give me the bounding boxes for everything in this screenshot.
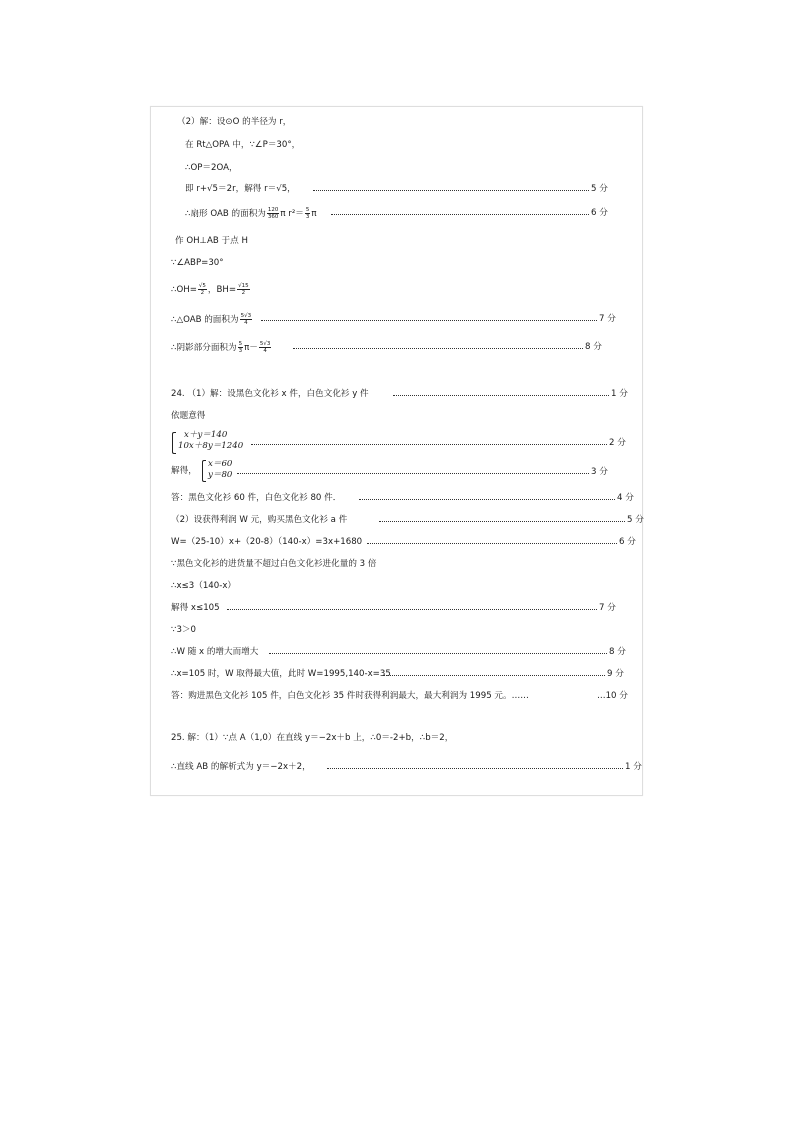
line-text: （2）设获得利润 W 元，购买黑色文化衫 a 件 [171, 515, 348, 525]
line-text: π r²＝ [280, 209, 304, 219]
fraction-denominator: 2 [200, 290, 205, 296]
line-text: ∴OH= [171, 285, 197, 295]
text-line: 依题意得 [171, 411, 206, 421]
fraction [198, 283, 207, 296]
line-text: π [311, 209, 317, 219]
line-text: 24. （1）解：设黑色文化衫 x 件，白色文化衫 y 件 [171, 389, 369, 399]
text-line [171, 388, 636, 400]
text-line [171, 761, 641, 773]
line-text: 即 r+√5＝2r，解得 r＝√5， [185, 184, 296, 194]
text-line [185, 207, 635, 220]
equation: y＝80 [208, 470, 233, 480]
score-label: 8 分 [585, 342, 602, 352]
score-label: 5 分 [627, 515, 644, 525]
score-leader [261, 313, 597, 321]
fraction-numerator: 5 [305, 207, 310, 213]
equation-system [178, 430, 243, 452]
score-leader [227, 602, 597, 610]
text-line [171, 283, 251, 296]
fraction-denominator: 2 [241, 290, 246, 296]
fraction-numerator: 5 [238, 341, 243, 347]
fraction-denominator: 4 [263, 348, 267, 354]
line-text: ∴x=105 时，W 取得最大值，此时 W=1995,140-x=35 [171, 669, 391, 679]
fraction [259, 341, 272, 354]
line-text: ∴阴影部分面积为 [171, 343, 237, 353]
line-text: 答：购进黑色文化衫 105 件，白色文化衫 35 件时获得利润最大，最大利润为 1995 元。…… [171, 691, 529, 701]
text-line [171, 646, 636, 658]
score-label: 5 分 [591, 184, 608, 194]
score-label: 9 分 [607, 669, 624, 679]
text-line [171, 690, 636, 702]
line-text: ∴扇形 OAB 的面积为 [185, 209, 266, 219]
score-label: 6 分 [591, 208, 608, 218]
score-leader [367, 536, 617, 544]
text-line: ∵∠ABP=30° [171, 258, 224, 268]
equation-brace [202, 460, 206, 482]
score-leader [359, 492, 615, 500]
text-line [171, 668, 636, 680]
score-leader [393, 388, 609, 396]
score-label: 3 分 [591, 467, 608, 477]
score-label: 4 分 [617, 493, 634, 503]
line-text: ∴直线 AB 的解析式为 y＝−2x＋2， [171, 762, 311, 772]
fraction-numerator: 120 [267, 207, 279, 213]
fraction-numerator: 5√3 [240, 313, 252, 319]
line-text: W=（25-10）x+（20-8）（140-x）=3x+1680 [171, 537, 363, 547]
score-leader [313, 183, 589, 191]
score-leader [293, 341, 583, 349]
equation: 10x＋8y＝1240 [178, 441, 244, 451]
score-label: 1 分 [611, 389, 628, 399]
fraction-denominator: 3 [238, 348, 243, 354]
text-line [171, 313, 636, 326]
line-text: ，BH= [207, 285, 237, 295]
fraction [267, 207, 280, 220]
text-line: ∵黑色文化衫的进货量不超过白色文化衫进化量的 3 倍 [171, 559, 377, 569]
score-leader [269, 646, 607, 654]
equation: x＝60 [208, 459, 233, 469]
text-line: ∵3＞0 [171, 625, 196, 635]
score-label: 7 分 [599, 603, 616, 613]
text-line [171, 536, 636, 548]
score-label: 8 分 [609, 647, 626, 657]
score-label: 7 分 [599, 314, 616, 324]
score-leader [327, 761, 623, 769]
score-label: 2 分 [609, 438, 626, 448]
fraction [238, 341, 244, 354]
equation-system [208, 459, 232, 481]
answer-sheet [150, 106, 643, 796]
text-line [171, 492, 636, 504]
score-leader [379, 514, 625, 522]
score-label: 1 分 [625, 762, 642, 772]
line-text: ∴W 随 x 的增大而增大 [171, 647, 259, 657]
line-text: 答：黑色文化衫 60 件，白色文化衫 80 件． [171, 493, 342, 503]
text-line [185, 183, 635, 195]
line-text: π－ [244, 343, 258, 353]
fraction-denominator: 4 [244, 320, 248, 326]
equation: x＋y＝140 [184, 430, 228, 440]
text-line [171, 514, 644, 526]
fraction-denominator: 3 [305, 214, 310, 220]
fraction-numerator: 5√3 [259, 341, 271, 347]
text-line [171, 602, 636, 614]
score-label: …10 分 [597, 691, 628, 701]
fraction-numerator: √15 [238, 283, 249, 289]
text-line: 25. 解：（1）∵点 A（1,0）在直线 y＝−2x＋b 上，∴0＝-2+b，∴b＝2， [171, 733, 454, 743]
score-label: 6 分 [619, 537, 636, 547]
text-line: 解得， [171, 466, 197, 476]
equation-brace [172, 432, 176, 454]
score-leader [383, 668, 605, 676]
fraction [305, 207, 311, 220]
text-line: 作 OH⊥AB 于点 H [175, 236, 248, 246]
text-line [171, 341, 636, 354]
score-leader [331, 207, 589, 215]
fraction-numerator: √5 [198, 283, 206, 289]
score-leader [251, 437, 607, 445]
line-text: ∴△OAB 的面积为 [171, 315, 239, 325]
fraction-denominator: 360 [267, 214, 279, 220]
fraction [237, 283, 250, 296]
line-text: 解得 x≤105 [171, 603, 220, 613]
score-leader [237, 466, 589, 474]
fraction [240, 313, 253, 326]
text-line: ∴x≤3（140-x） [171, 581, 236, 591]
text-line: ∴OP＝2OA， [185, 163, 238, 173]
text-line: 在 Rt△OPA 中，∵∠P＝30°， [185, 140, 301, 150]
text-line: （2）解：设⊙O 的半径为 r， [177, 117, 292, 127]
